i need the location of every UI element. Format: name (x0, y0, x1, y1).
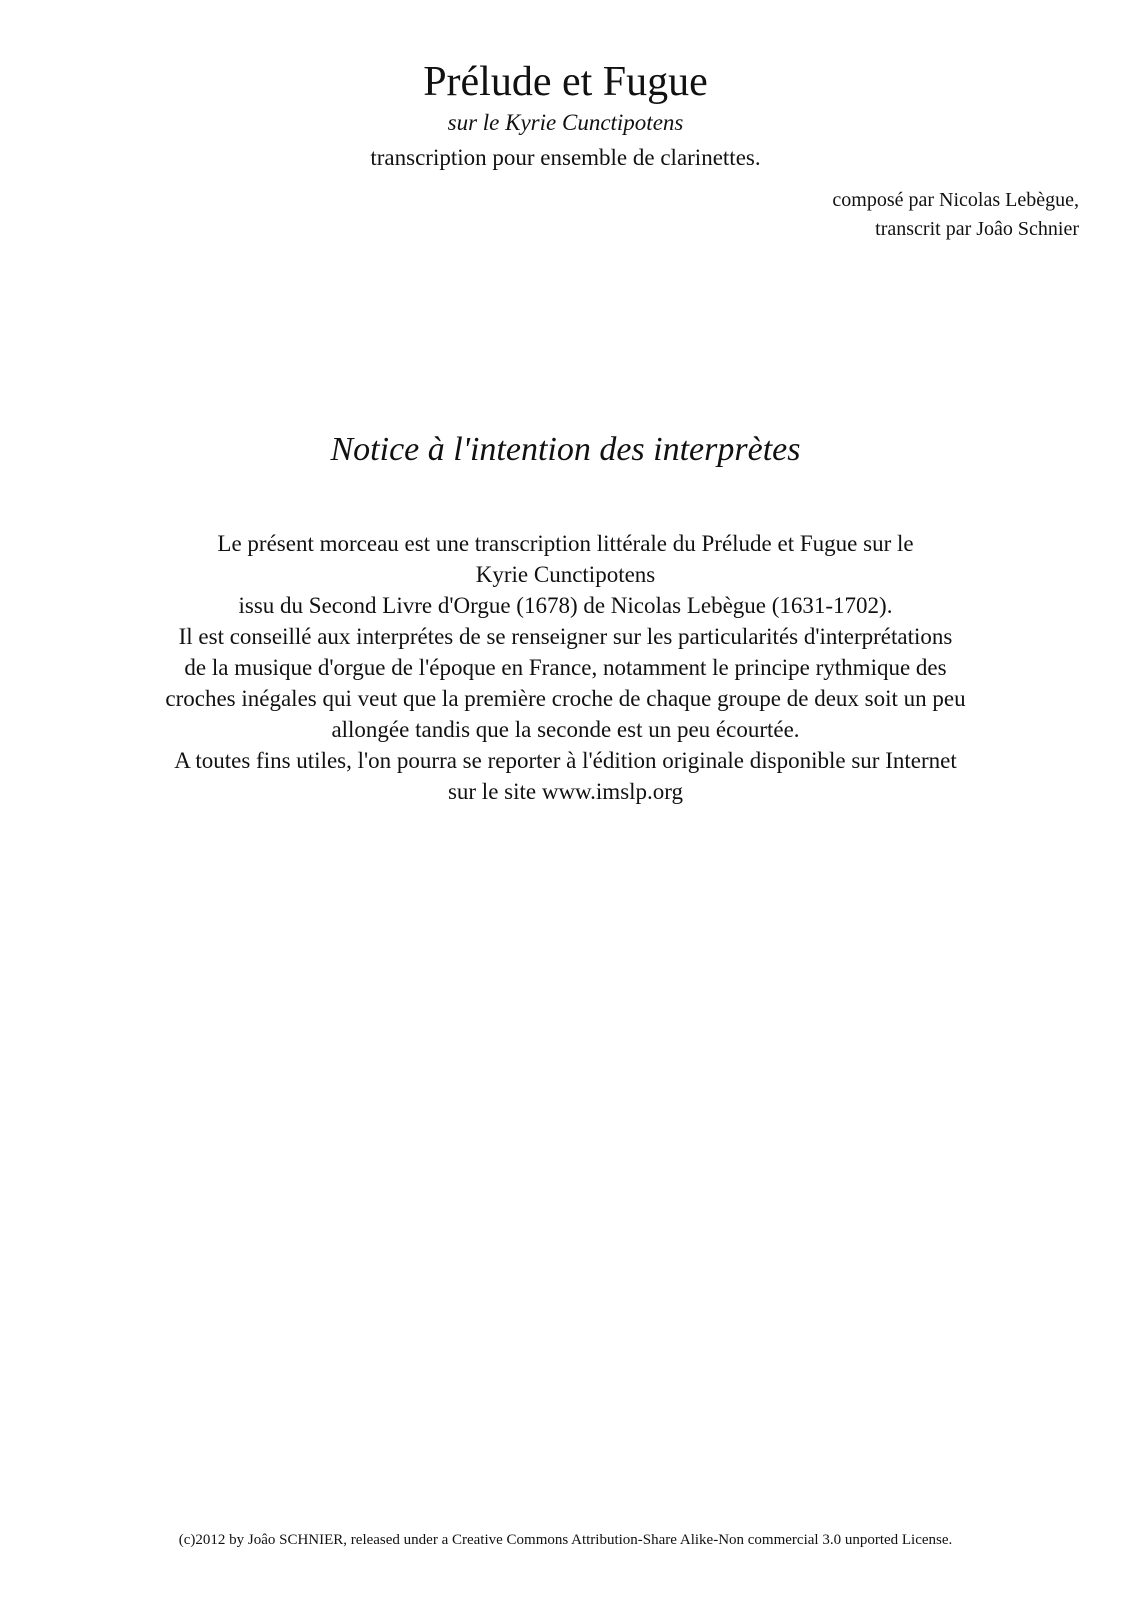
page-subtitle: sur le Kyrie Cunctipotens (447, 110, 684, 135)
notice-body (60, 528, 1071, 807)
composer-credit: composé par Nicolas Lebègue, (832, 189, 1079, 211)
credits-block (832, 186, 1079, 244)
page-title: Prélude et Fugue (423, 59, 708, 105)
notice-line: de la musique d'orgue de l'époque en France, notamment le principe rythmique des (184, 655, 947, 680)
notice-line: issu du Second Livre d'Orgue (1678) de Nicolas Lebègue (1631-1702). (238, 593, 893, 618)
notice-line: Il est conseillé aux interprétes de se renseigner sur les particularités d'interprétations (178, 624, 953, 649)
transcriber-credit: transcrit par Joâo Schnier (875, 218, 1079, 240)
notice-line: A toutes fins utiles, l'on pourra se reporter à l'édition originale disponible sur Internet (174, 748, 957, 773)
license-footer: (c)2012 by Joâo SCHNIER, released under a Creative Commons Attribution-Share Alike-Non commercial 3.0 unported License. (178, 1532, 953, 1548)
transcription-line: transcription pour ensemble de clarinettes. (370, 145, 761, 170)
notice-line: Kyrie Cunctipotens (475, 562, 656, 587)
notice-line: croches inégales qui veut que la première croche de chaque groupe de deux soit un peu (165, 686, 966, 711)
notice-line: allongée tandis que la seconde est un peu écourtée. (331, 717, 800, 742)
notice-title: Notice à l'intention des interprètes (330, 431, 801, 468)
notice-line: Le présent morceau est une transcription littérale du Prélude et Fugue sur le (217, 531, 914, 556)
notice-line: sur le site www.imslp.org (447, 779, 684, 804)
